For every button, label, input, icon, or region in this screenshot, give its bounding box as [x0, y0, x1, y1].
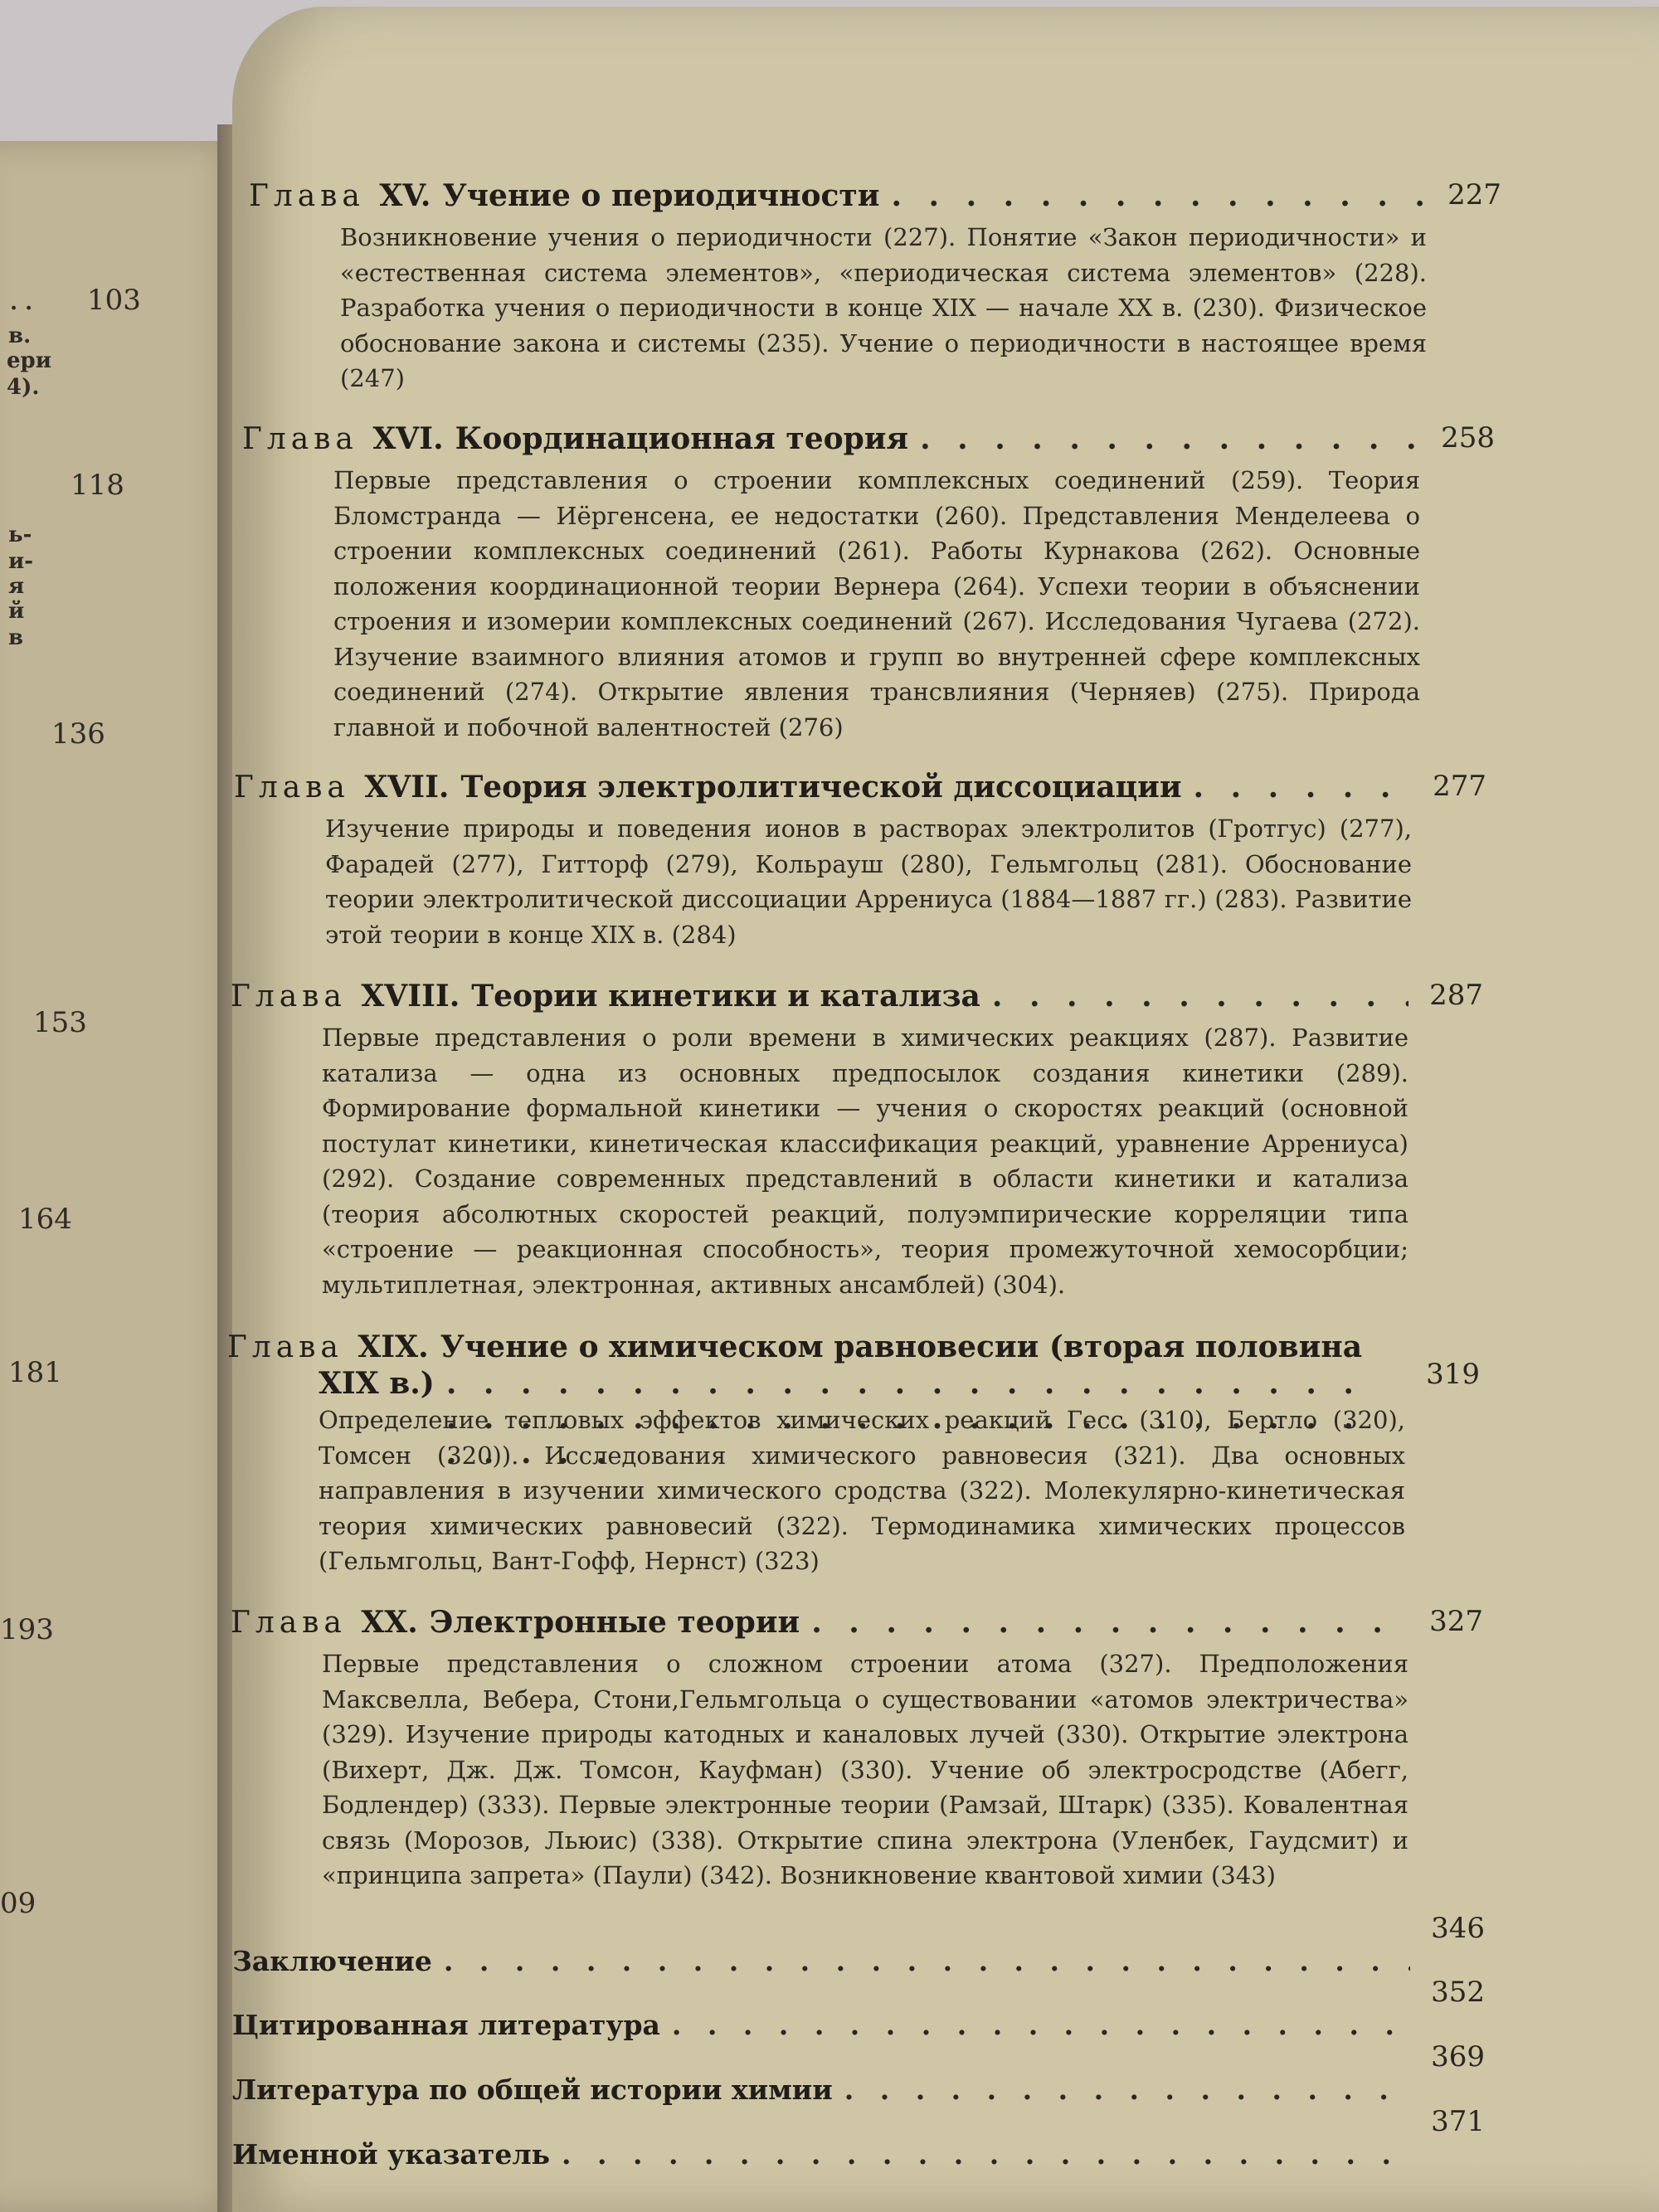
left-page-number: 09	[0, 1887, 36, 1920]
page-number: 277	[1433, 770, 1486, 803]
toc-entry-title: Именной указатель	[232, 2138, 551, 2171]
leader-dots	[1194, 770, 1412, 805]
leader-dots	[672, 2009, 1410, 2041]
chapter-description: Определение тепловых эффектов химических реакций Гесс (310), Бертло (320), Томсен (320)). Исследования химического равновесия (321). Два основных направления в изучении химического сродства (322). Молекулярно-кинетическая теория химических равновесий (322). Термодинамика химических процессов (Гельмгольц, Вант-Гофф, Нернст) (323)	[319, 1406, 1405, 1575]
chapter-description: Первые представления о строении комплексных соединений (259). Теория Бломстранда — Иёргенсена, ее недостатки (260). Представления Менделеева о строении комплексных соединений (261). Работы Курнакова (262). Основные положения координационной теории Вернера (264). Успехи теории в объяснении строения и изомерии комплексных соединений (267). Исследования Чугаева (272). Изучение взаимного влияния атомов и групп во внутренней сфере комплексных соединений (274). Открытие явления трансвлияния (Черняев) (275). Природа главной и побочной валентностей (276)	[333, 466, 1420, 741]
chapter-heading	[249, 178, 1501, 220]
leader-dots	[811, 1605, 1408, 1640]
page-number: 319	[1426, 1358, 1480, 1391]
left-page-number: 181	[8, 1356, 62, 1389]
left-page-number: 136	[51, 717, 105, 751]
chapter-entry	[249, 178, 1501, 396]
left-page	[0, 141, 251, 2212]
left-page-fragment: й	[8, 599, 25, 624]
leader-dots	[891, 178, 1427, 213]
chapter-label: Глава XIX.	[227, 1330, 429, 1364]
left-page-number: 164	[18, 1203, 72, 1236]
chapter-title: Теория электролитической диссоциации	[460, 770, 1182, 805]
left-page-fragment: ь-	[8, 523, 32, 547]
leader-dots	[844, 2073, 1410, 2106]
page-number: 369	[1431, 2040, 1485, 2073]
left-page-number: 118	[71, 469, 124, 502]
toc-entry-title: Заключение	[232, 1945, 432, 1977]
chapter-heading	[234, 770, 1486, 811]
chapter-description: Возникновение учения о периодичности (227). Понятие «Закон периодичности» и «естественная система элементов», «периодическая система элементов» (228). Разработка учения о периодичности в конце XIX — начале XX в. (230). Физическое обоснование закона и системы (235). Учение о периодичности в настоящее время (247)	[340, 223, 1427, 392]
page-number: 287	[1429, 979, 1483, 1012]
leader-dots	[444, 1945, 1410, 1977]
chapter-title: Учение о периодичности	[442, 178, 880, 213]
left-page-fragment: я	[8, 574, 25, 599]
chapter-entry	[234, 770, 1486, 952]
chapter-description: Первые представления о сложном строении атома (327). Предположения Максвелла, Вебера, Стони,Гельмгольца о существовании «атомов электричества» (329). Изучение природы катодных и каналовых лучей (330). Открытие электрона (Вихерт, Дж. Дж. Томсон, Кауфман) (330). Учение об электросродстве (Абегг, Бодлендер) (333). Первые электронные теории (Рамзай, Штарк) (335). Ковалентная связь (Морозов, Льюис) (338). Открытие спина электрона (Уленбек, Гаудсмит) и «принципа запрета» (Паули) (342). Возникновение квантовой химии (343)	[322, 1650, 1408, 1889]
chapter-title: Учение о химическом равновесии (вторая половина	[440, 1330, 1363, 1364]
left-page-fragment: и-	[8, 549, 34, 574]
left-page-fragment: 4).	[7, 375, 40, 400]
left-page-fragment: в.	[8, 323, 32, 348]
chapter-label: Глава XVIII.	[231, 979, 460, 1014]
chapter-title: Координационная теория	[455, 421, 909, 456]
chapter-label: Глава XVI.	[242, 421, 444, 456]
chapter-entry	[231, 1605, 1483, 1894]
chapter-heading	[231, 979, 1483, 1020]
chapter-label: Глава XX.	[231, 1605, 418, 1640]
chapter-title: Электронные теории	[429, 1605, 800, 1640]
chapter-entry	[231, 979, 1483, 1302]
chapter-label: Глава XVII.	[234, 770, 450, 805]
page-number: 258	[1441, 421, 1495, 455]
left-page-number: 103	[87, 284, 141, 317]
chapter-label: Глава XV.	[249, 178, 431, 213]
toc-entry-cited-literature	[232, 1976, 1485, 2050]
left-page-fragment: ери	[7, 348, 52, 373]
toc-entry-title: Литература по общей истории химии	[232, 2073, 833, 2106]
chapter-title-continuation: XIX в.) . . .	[319, 1366, 1438, 1403]
chapter-title: Теории кинетики и катализа	[471, 979, 980, 1014]
chapter-entry	[242, 421, 1495, 745]
left-page-fragment: в	[8, 625, 24, 650]
chapter-description: Изучение природы и поведения ионов в растворах электролитов (Гротгус) (277), Фарадей (277), Гитторф (279), Кольрауш (280), Гельмгольц (281). Обоснование теории электролитической диссоциации Аррениуса (1884—1887 гг.) (283). Развитие этой теории в конце XIX в. (284)	[325, 814, 1412, 949]
chapter-entry	[227, 1330, 1480, 1579]
left-page-number: 153	[33, 1006, 87, 1039]
toc-entry-general-literature	[232, 2040, 1485, 2115]
page-number: 352	[1431, 1976, 1485, 2009]
page-number: 227	[1447, 178, 1501, 211]
toc-entry-title: Цитированная литература	[232, 2009, 660, 2041]
left-page-number: 193	[0, 1613, 54, 1646]
toc-entry-name-index	[232, 2105, 1485, 2180]
chapter-heading	[231, 1605, 1483, 1646]
leader-dots	[562, 2138, 1410, 2171]
page-number: 346	[1431, 1912, 1485, 1945]
chapter-heading	[242, 421, 1495, 463]
leader-dots	[920, 421, 1420, 456]
leader-dots	[992, 979, 1408, 1014]
page-number: 327	[1429, 1605, 1483, 1638]
toc-entry-conclusion	[232, 1912, 1485, 1986]
page-number: 371	[1431, 2105, 1485, 2138]
chapter-description: Первые представления о роли времени в химических реакциях (287). Развитие катализа — одна из основных предпосылок создания кинетики (289). Формирование формальной кинетики — учения о скоростях реакций (основной постулат кинетики, кинетическая классификация реакций, уравнение Аррениуса) (292). Создание современных представлений в области кинетики и катализа (теория абсолютных скоростей реакций, полуэмпирические корреляции типа «строение — реакционная способность», теория промежуточной хемосорбции; мультиплетная, электронная, активных ансамблей) (304).	[322, 1023, 1408, 1299]
left-page-fragment: . .	[10, 290, 33, 315]
